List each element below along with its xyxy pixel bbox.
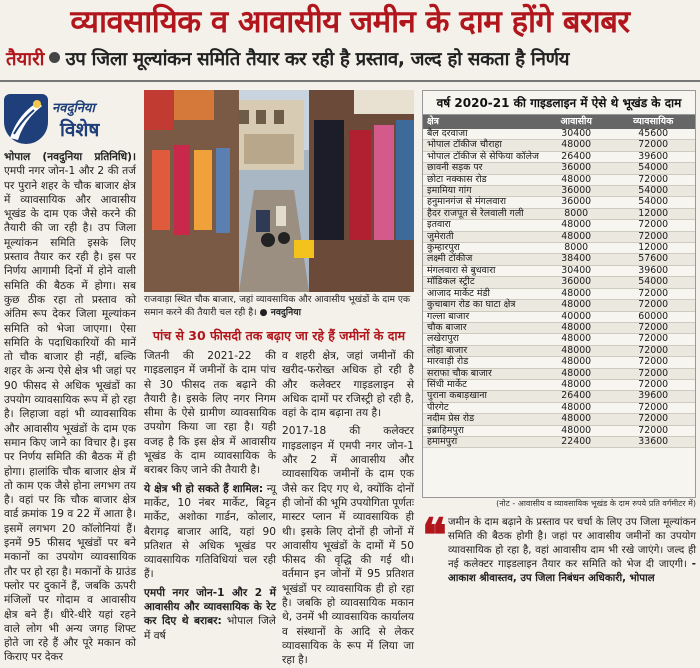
- cell-residential: 30400: [541, 129, 611, 140]
- paragraph-lead: ये क्षेत्र भी हो सकते हैं शामिल:: [144, 482, 264, 495]
- cell-residential: 26400: [541, 391, 611, 402]
- cell-commercial: 72000: [611, 357, 695, 368]
- cell-commercial: 72000: [611, 402, 695, 413]
- cell-commercial: 12000: [611, 243, 695, 254]
- cell-commercial: 72000: [611, 414, 695, 425]
- cell-residential: 48000: [541, 300, 611, 311]
- cell-area: सिंधी मार्केट: [423, 379, 541, 390]
- cell-commercial: 54000: [611, 163, 695, 174]
- cell-commercial: 72000: [611, 379, 695, 390]
- table-row: [423, 357, 695, 368]
- cell-residential: 48000: [541, 425, 611, 436]
- table-row: [423, 220, 695, 231]
- table-row: [423, 151, 695, 162]
- table-row: [423, 208, 695, 219]
- newspaper-emblem-icon: [4, 94, 48, 144]
- cell-commercial: 72000: [611, 300, 695, 311]
- cell-residential: 48000: [541, 220, 611, 231]
- cell-residential: 36000: [541, 186, 611, 197]
- table-title: वर्ष 2020-21 की गाइडलाइन में ऐसे थे भूखंड के दाम: [423, 91, 695, 115]
- table-row: [423, 163, 695, 174]
- table-row: [423, 277, 695, 288]
- cell-residential: 48000: [541, 334, 611, 345]
- cell-area: भोपाल टॉकीज चौराहा: [423, 140, 541, 151]
- dateline: भोपाल (नवदुनिया प्रतिनिधि)।: [4, 151, 136, 163]
- deck: उप जिला मूल्यांकन समिति तैयार कर रही है प्रस्ताव, जल्द हो सकता है निर्णय: [65, 49, 570, 70]
- cell-residential: 48000: [541, 288, 611, 299]
- cell-residential: 36000: [541, 277, 611, 288]
- section-logo: [2, 90, 138, 148]
- paragraph-lead: एमपी नगर जोन-1 और 2 में आवासीय और व्यावसायिक के रेट कर दिए थे बराबर:: [144, 586, 276, 628]
- column-header-commercial: व्यावसायिक: [611, 115, 695, 129]
- cell-residential: 30400: [541, 265, 611, 276]
- cell-area: जुमेराती: [423, 231, 541, 242]
- cell-area: कुचाबाग रोड का घाटा क्षेत्र: [423, 300, 541, 311]
- article-column-3: [282, 349, 414, 667]
- cell-commercial: 60000: [611, 311, 695, 322]
- table-row: [423, 140, 695, 151]
- cell-residential: 22400: [541, 436, 611, 447]
- cell-area: नदीम प्रेस रोड: [423, 414, 541, 425]
- cell-residential: 48000: [541, 345, 611, 356]
- cell-area: मारवाड़ी रोड: [423, 357, 541, 368]
- table-header-row: [423, 115, 695, 129]
- cell-area: छावनी सड़क पर: [423, 163, 541, 174]
- table-row: [423, 436, 695, 447]
- table-row: [423, 414, 695, 425]
- cell-residential: 48000: [541, 368, 611, 379]
- cell-commercial: 45600: [611, 129, 695, 140]
- table-row: [423, 391, 695, 402]
- cell-residential: 40000: [541, 311, 611, 322]
- caption-text: राजवाड़ा स्थित चौक बाजार, जहां व्यावसायिक और आवासीय भूखंडों के दाम एक समान करने की तैयारी चल रही है।: [144, 294, 411, 318]
- cell-commercial: 54000: [611, 186, 695, 197]
- article-column-2: [144, 349, 276, 642]
- table-row: [423, 254, 695, 265]
- table-row: [423, 379, 695, 390]
- cell-commercial: 12000: [611, 208, 695, 219]
- cell-commercial: 72000: [611, 220, 695, 231]
- cell-area: मंगलवारा से बुधवारा: [423, 265, 541, 276]
- article-subhead: पांच से 30 फीसदी तक बढ़ाए जा रहे हैं जमीनों के दाम: [152, 328, 406, 343]
- official-quote: [422, 508, 696, 588]
- table-row: [423, 300, 695, 311]
- cell-area: भोपाल टॉकीज से सेफिया कॉलेज: [423, 151, 541, 162]
- article-column-1: [4, 150, 136, 664]
- cell-residential: 48000: [541, 357, 611, 368]
- cell-commercial: 54000: [611, 197, 695, 208]
- article-text: एमपी नगर जोन-1 और 2 की तर्ज पर पुराने शहर के चौक बाजार क्षेत्र में व्यावसायिक और आवासीय भूखंड के दाम एक जैसे करने की तैयारी की जा रही है। उप जिला मूल्यांकन समिति इसके लिए प्रस्ताव तैयार कर रही है। इस पर निर्णय आगामी दिनों में होने वाली समिति की बैठक में होगा। सब कुछ ठीक रहा तो प्रस्ताव को अंतिम रूप देकर जिला मूल्यांकन समिति को भेजा जाएगा। ऐसा समिति के पदाधिकारियों की मानें तो चौक बाजार ही नहीं, बल्कि शहर के अन्य ऐसे क्षेत्र भी जहां पर 90 फीसद से अधिक भूखंडों का उपयोग व्यावसायिक रूप में हो रहा है। लिहाजा वहां भी व्यावसायिक और आवासीय भूखंडों के दाम एक समान किए जाने का विचार है। इस पर निर्णय समिति की बैठक में ही होगा। हालांकि चौक बाजार क्षेत्र में तो काम एक जैसे होना लगभग तय है। वहां पर कि चौक बाजार क्षेत्र वार्ड क्रमांक 19 व 22 में आता है। इसमें लगभग 20 कॉलोनियां हैं। इनमें 95 फीसद भूखंडों पर बने मकानों का उपयोग व्यावसायिक तौर पर हो रहा है। मकानों के ग्राउंड फ्लोर पर दुकानें हैं, जबकि ऊपरी मंजिलों पर गोदाम व आवासीय क्षेत्र बने हैं। धीरे-धीरे यहां रहने वाले लोग भी अन्य जगह शिफ्ट होते जा रहे हैं और पूरे मकान को किराए पर देकर: [4, 165, 136, 664]
- cell-commercial: 72000: [611, 174, 695, 185]
- cell-area: पीरगेट: [423, 402, 541, 413]
- table-row: [423, 231, 695, 242]
- cell-area: लोहा बाजार: [423, 345, 541, 356]
- cell-area: मॉडिकल स्ट्रीट: [423, 277, 541, 288]
- cell-area: पुराना कबाड़खाना: [423, 391, 541, 402]
- column-header-area: क्षेत्र: [423, 115, 541, 129]
- photo-caption: [144, 293, 414, 321]
- kicker: तैयारी: [6, 49, 45, 70]
- cell-area: लक्ष्मी टॉकीज: [423, 254, 541, 265]
- rates-grid: [423, 115, 695, 448]
- quote-body: [448, 516, 696, 586]
- table-row: [423, 334, 695, 345]
- cell-area: कुम्हारपुरा: [423, 243, 541, 254]
- cell-area: हनुमानगंज से मंगलवारा: [423, 197, 541, 208]
- cell-commercial: 72000: [611, 334, 695, 345]
- cell-area: हैदर राजपूत से रेलवाली गली: [423, 208, 541, 219]
- subheadline: [6, 46, 696, 74]
- table-row: [423, 174, 695, 185]
- headline: व्यावसायिक व आवासीय जमीन के दाम होंगे बराबर: [70, 4, 630, 40]
- cell-area: हमामपुरा: [423, 436, 541, 447]
- bullet-icon: [49, 52, 60, 63]
- article-text: 2017-18 की कलेक्टर गाइडलाइन में एमपी नगर जोन-1 और 2 में आवासीय और व्यावसायिक जमीनों के दाम एक जैसे कर दिए गए थे, क्योंकि दोनों ही जोनों की भूमि उपयोगिता पूर्णतः मास्टर प्लान में व्यावसायिक ही थी। इसके लिए दोनों ही जोनों में आवासीय भूखंडों के दामों में 50 फीसद की वृद्धि की गई थी। वर्तमान इन जोनों में 95 प्रतिशत भूखंडों पर व्यावसायिक ही हो रहा है। जबकि हो व्यावसायिक मकान थे, उनमें भी व्यावसायिक कार्यालय व संस्थानों के आदि से लेकर व्यावसायिक के रूप में लिया जा रहा है।: [282, 425, 414, 667]
- column-header-residential: आवासीय: [541, 115, 611, 129]
- cell-residential: 48000: [541, 231, 611, 242]
- cell-commercial: 72000: [611, 288, 695, 299]
- cell-commercial: 57600: [611, 254, 695, 265]
- table-row: [423, 425, 695, 436]
- cell-area: गल्ला बाजार: [423, 311, 541, 322]
- cell-residential: 48000: [541, 322, 611, 333]
- photo-credit: ● नवदुनिया: [259, 307, 301, 318]
- cell-area: आजाद मार्केट मंडी: [423, 288, 541, 299]
- article-text: न्यू मार्केट, 10 नंबर मार्केट, बिट्टन मार्केट, अशोका गार्डन, कोलार, बैरागढ़ बाजार आदि, यहां 90 प्रतिशत से अधिक भूखंड पर व्यावसायिक गतिविधियां चल रही हैं।: [144, 482, 276, 581]
- cell-residential: 38400: [541, 254, 611, 265]
- cell-commercial: 72000: [611, 425, 695, 436]
- cell-residential: 26400: [541, 151, 611, 162]
- cell-commercial: 33600: [611, 436, 695, 447]
- table-row: [423, 368, 695, 379]
- table-row: [423, 197, 695, 208]
- cell-area: छोटा नक्कास रोड: [423, 174, 541, 185]
- quote-icon: ❝: [422, 508, 447, 562]
- table-row: [423, 311, 695, 322]
- article-text: व शहरी क्षेत्र, जहां जमीनों की खरीद-फरोख्त अधिक हो रही है और कलेक्टर गाइडलाइन से अधिक दामों पर रजिस्ट्री हो रही है, वहां के दाम बढ़ाना तय है।: [282, 350, 414, 420]
- cell-area: चौक बाजार: [423, 322, 541, 333]
- section-label: विशेष: [60, 119, 100, 141]
- cell-commercial: 72000: [611, 231, 695, 242]
- table-row: [423, 322, 695, 333]
- cell-commercial: 39600: [611, 391, 695, 402]
- cell-area: इमामिया गांग: [423, 186, 541, 197]
- cell-residential: 48000: [541, 174, 611, 185]
- table-note: (नोट - आवासीय व व्यावसायिक भूखंड के दाम रुपये प्रति वर्गमीटर में): [496, 499, 696, 508]
- table-row: [423, 345, 695, 356]
- cell-residential: 48000: [541, 402, 611, 413]
- table-row: [423, 402, 695, 413]
- cell-commercial: 72000: [611, 345, 695, 356]
- quote-attribution: - आकाश श्रीवास्तव, उप जिला निबंधन अधिकारी, भोपाल: [448, 559, 696, 584]
- cell-residential: 48000: [541, 379, 611, 390]
- cell-area: लखेरापुरा: [423, 334, 541, 345]
- cell-commercial: 72000: [611, 140, 695, 151]
- cell-area: इब्राहिमपुरा: [423, 425, 541, 436]
- cell-residential: 8000: [541, 243, 611, 254]
- quote-text: जमीन के दाम बढ़ाने के प्रस्ताव पर चर्चा के लिए उप जिला मूल्यांकन समिति की बैठक होगी है। जहां पर आवासीय जमीनों का उपयोग व्यावसायिक हो रहा है, वहां आवासीय दाम भी रखे जाएंगे। जल्द ही नई कलेक्टर गाइडलाइन तैयार कर समिति को भेज दी जाएगी।: [448, 517, 696, 570]
- cell-area: इतवारा: [423, 220, 541, 231]
- cell-area: सराफा चौक बाजार: [423, 368, 541, 379]
- cell-residential: 36000: [541, 163, 611, 174]
- cell-residential: 8000: [541, 208, 611, 219]
- cell-commercial: 54000: [611, 277, 695, 288]
- cell-commercial: 39600: [611, 151, 695, 162]
- cell-area: बैल दरवाजा: [423, 129, 541, 140]
- cell-residential: 48000: [541, 140, 611, 151]
- article-text: भोपाल जिले में वर्ष: [144, 615, 276, 642]
- cell-commercial: 72000: [611, 368, 695, 379]
- cell-residential: 48000: [541, 414, 611, 425]
- market-photo: [144, 90, 414, 292]
- divider: [0, 80, 700, 82]
- cell-commercial: 72000: [611, 322, 695, 333]
- cell-commercial: 39600: [611, 265, 695, 276]
- brand-name: नवदुनिया: [52, 101, 95, 116]
- article-text: जितनी की 2021-22 की गाइडलाइन में जमीनों के दाम पांच से 30 फीसद तक बढ़ाने की तैयारी है। इसके लिए नगर निगम सीमा के ऐसे ग्रामीण व्यावसायिक उपयोग किया जा रहा है। यही वजह है कि इस क्षेत्र में आवासीय भूखंड के दाम व्यावसायिक के बराबर किए जाने की तैयारी है।: [144, 350, 276, 477]
- cell-residential: 36000: [541, 197, 611, 208]
- table-row: [423, 288, 695, 299]
- guideline-rates-table: [422, 90, 696, 498]
